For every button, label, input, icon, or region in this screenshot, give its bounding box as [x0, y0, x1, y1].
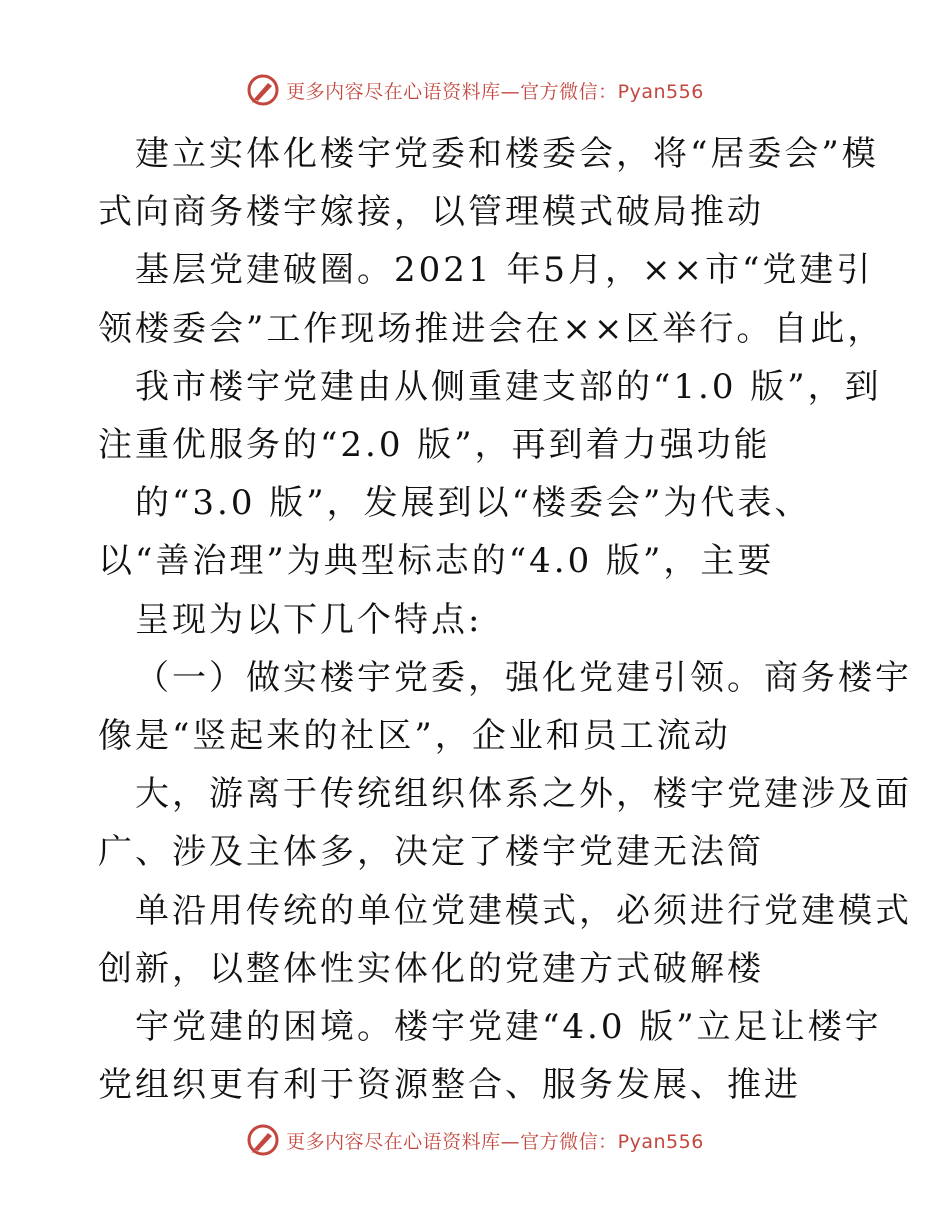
header-watermark: [0, 70, 950, 110]
watermark-text: 更多内容尽在心语资料库—官方微信：Pyan556: [286, 1130, 704, 1153]
text-line: 大，游离于传统组织体系之外，楼宇党建涉及面: [135, 774, 912, 815]
text-line: 领楼委会”工作现场推进会在××区举行。自此，: [98, 308, 885, 349]
text-line: 像是“竖起来的社区”，企业和员工流动: [98, 716, 731, 756]
text-line: 基层党建破圈。2021 年5月，××市“党建引: [135, 250, 874, 291]
text-line: （一）做实楼宇党委，强化党建引领。商务楼宇: [135, 657, 912, 698]
text-line: 以“善治理”为典型标志的“4.0 版”，主要: [98, 541, 775, 582]
text-line: 呈现为以下几个特点:: [135, 599, 483, 640]
text-line: 的“3.0 版”，发展到以“楼委会”为代表、: [135, 483, 812, 524]
text-line: 单沿用传统的单位党建模式，必须进行党建模式: [135, 890, 912, 931]
text-line: 创新，以整体性实体化的党建方式破解楼: [98, 948, 764, 989]
text-line: 式向商务楼宇嫁接，以管理模式破局推动: [98, 192, 764, 233]
watermark-text: 更多内容尽在心语资料库—官方微信：Pyan556: [286, 80, 704, 103]
pen-logo-icon: [246, 1123, 280, 1157]
text-line: 注重优服务的“2.0 版”，再到着力强功能: [98, 425, 771, 465]
footer-watermark: [0, 1120, 950, 1160]
pen-logo-icon: [246, 73, 280, 107]
text-line: 党组织更有利于资源整合、服务发展、推进: [98, 1065, 801, 1106]
text-line: 建立实体化楼宇党委和楼委会，将“居委会”模: [135, 134, 879, 174]
text-line: 宇党建的困境。楼宇党建“4.0 版”立足让楼宇: [135, 1007, 882, 1047]
text-line: 我市楼宇党建由从侧重建支部的“1.0 版”，到: [135, 366, 882, 407]
text-line: 广、涉及主体多，决定了楼宇党建无法简: [98, 832, 764, 873]
